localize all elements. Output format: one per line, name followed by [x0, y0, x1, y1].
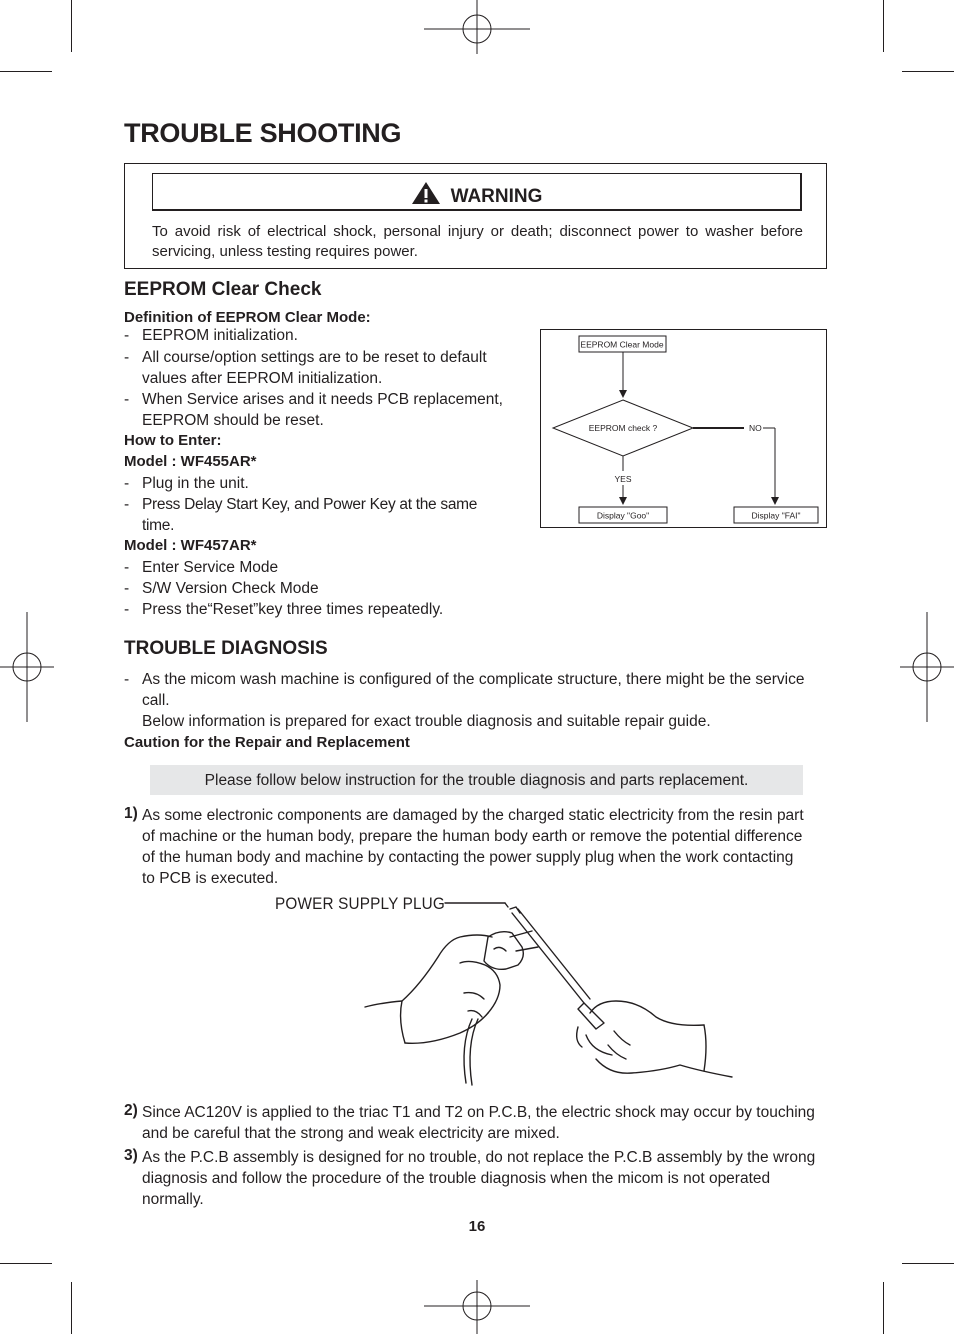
- flow-start-label: EEPROM Clear Mode: [580, 339, 664, 350]
- crop-mark: [71, 1282, 72, 1334]
- dash-bullet: -: [124, 475, 130, 492]
- model2-step: S/W Version Check Mode: [142, 580, 319, 597]
- crop-mark: [71, 0, 72, 52]
- definition-label: Definition of EEPROM Clear Mode:: [124, 309, 371, 326]
- eeprom-heading: EEPROM Clear Check: [124, 279, 322, 300]
- model1-step: Press Delay Start Key, and Power Key at the same time.: [142, 496, 478, 534]
- dash-bullet: -: [124, 496, 130, 513]
- model1-step: Plug in the unit.: [142, 475, 249, 492]
- crop-mark: [883, 1282, 884, 1334]
- dash-bullet: -: [124, 559, 130, 576]
- item-number: 1): [124, 805, 138, 822]
- flow-no-label: NO: [749, 423, 762, 433]
- dash-bullet: -: [124, 391, 130, 408]
- registration-mark: [424, 0, 530, 58]
- flowchart-diagram: [541, 330, 828, 529]
- diagnosis-intro: Below information is prepared for exact trouble diagnosis and suitable repair guide.: [142, 713, 711, 730]
- notice-box: Please follow below instruction for the trouble diagnosis and parts replacement.: [150, 765, 803, 795]
- how-to-enter-label: How to Enter:: [124, 432, 222, 449]
- definition-item: When Service arises and it needs PCB replacement, EEPROM should be reset.: [142, 391, 503, 429]
- model1-label: Model : WF455AR*: [124, 453, 257, 470]
- registration-mark: [0, 612, 56, 722]
- plug-hands-illustration: [360, 895, 740, 1090]
- flow-goo-label: Display "Goo": [596, 510, 650, 521]
- crop-mark: [0, 71, 52, 72]
- power-supply-plug-label: POWER SUPPLY PLUG: [275, 894, 446, 913]
- warning-header: [152, 173, 802, 211]
- flow-decision-label: EEPROM check ?: [588, 423, 658, 433]
- crop-mark: [902, 1263, 954, 1264]
- dash-bullet: -: [124, 349, 130, 366]
- item-text: Since AC120V is applied to the triac T1 and T2 on P.C.B, the electric shock may occur by touching and be careful that the strong and weak electricity are mixed.: [142, 1104, 815, 1142]
- item-number: 2): [124, 1102, 138, 1119]
- dash-bullet: -: [124, 580, 130, 597]
- page-title: TROUBLE SHOOTING: [124, 118, 402, 148]
- flow-yes-label: YES: [614, 474, 632, 484]
- dash-bullet: -: [124, 601, 130, 618]
- registration-mark: [424, 1280, 530, 1334]
- caution-label: Caution for the Repair and Replacement: [124, 734, 410, 751]
- diagnosis-heading: TROUBLE DIAGNOSIS: [124, 638, 328, 659]
- item-number: 3): [124, 1147, 138, 1164]
- warning-box: [124, 163, 827, 269]
- crop-mark: [902, 71, 954, 72]
- warning-text: To avoid risk of electrical shock, personal injury or death; disconnect power to washer before servicing, unless testing requires power.: [152, 223, 803, 260]
- diagnosis-intro: As the micom wash machine is configured of the complicate structure, there might be the service call.: [142, 671, 805, 709]
- warning-triangle-icon: [411, 181, 441, 211]
- model2-step: Enter Service Mode: [142, 559, 279, 576]
- dash-bullet: -: [124, 327, 130, 344]
- page-number: 16: [468, 1218, 486, 1235]
- item-text: As some electronic components are damaged by the charged static electricity from the resin part of machine or the human body, prepare the human body earth or remove the potential difference of the human body and machine by contacting the power supply plug when the work contacting to PCB is executed.: [142, 807, 804, 887]
- item-text: As the P.C.B assembly is designed for no trouble, do not replace the P.C.B assembly by the wrong diagnosis and follow the procedure of the trouble diagnosis when the micom is not operated normally.: [142, 1149, 816, 1208]
- model2-label: Model : WF457AR*: [124, 537, 257, 554]
- crop-mark: [0, 1263, 52, 1264]
- flow-fai-label: Display "FAI": [751, 510, 801, 521]
- dash-bullet: -: [124, 671, 130, 688]
- registration-mark: [900, 612, 954, 722]
- definition-item: All course/option settings are to be reset to default values after EEPROM initialization.: [142, 349, 487, 387]
- definition-item: EEPROM initialization.: [142, 327, 298, 344]
- model2-step: Press the“Reset”key three times repeatedly.: [142, 601, 444, 618]
- eeprom-flowchart: [540, 329, 827, 528]
- warning-heading: WARNING: [450, 186, 543, 207]
- crop-mark: [883, 0, 884, 52]
